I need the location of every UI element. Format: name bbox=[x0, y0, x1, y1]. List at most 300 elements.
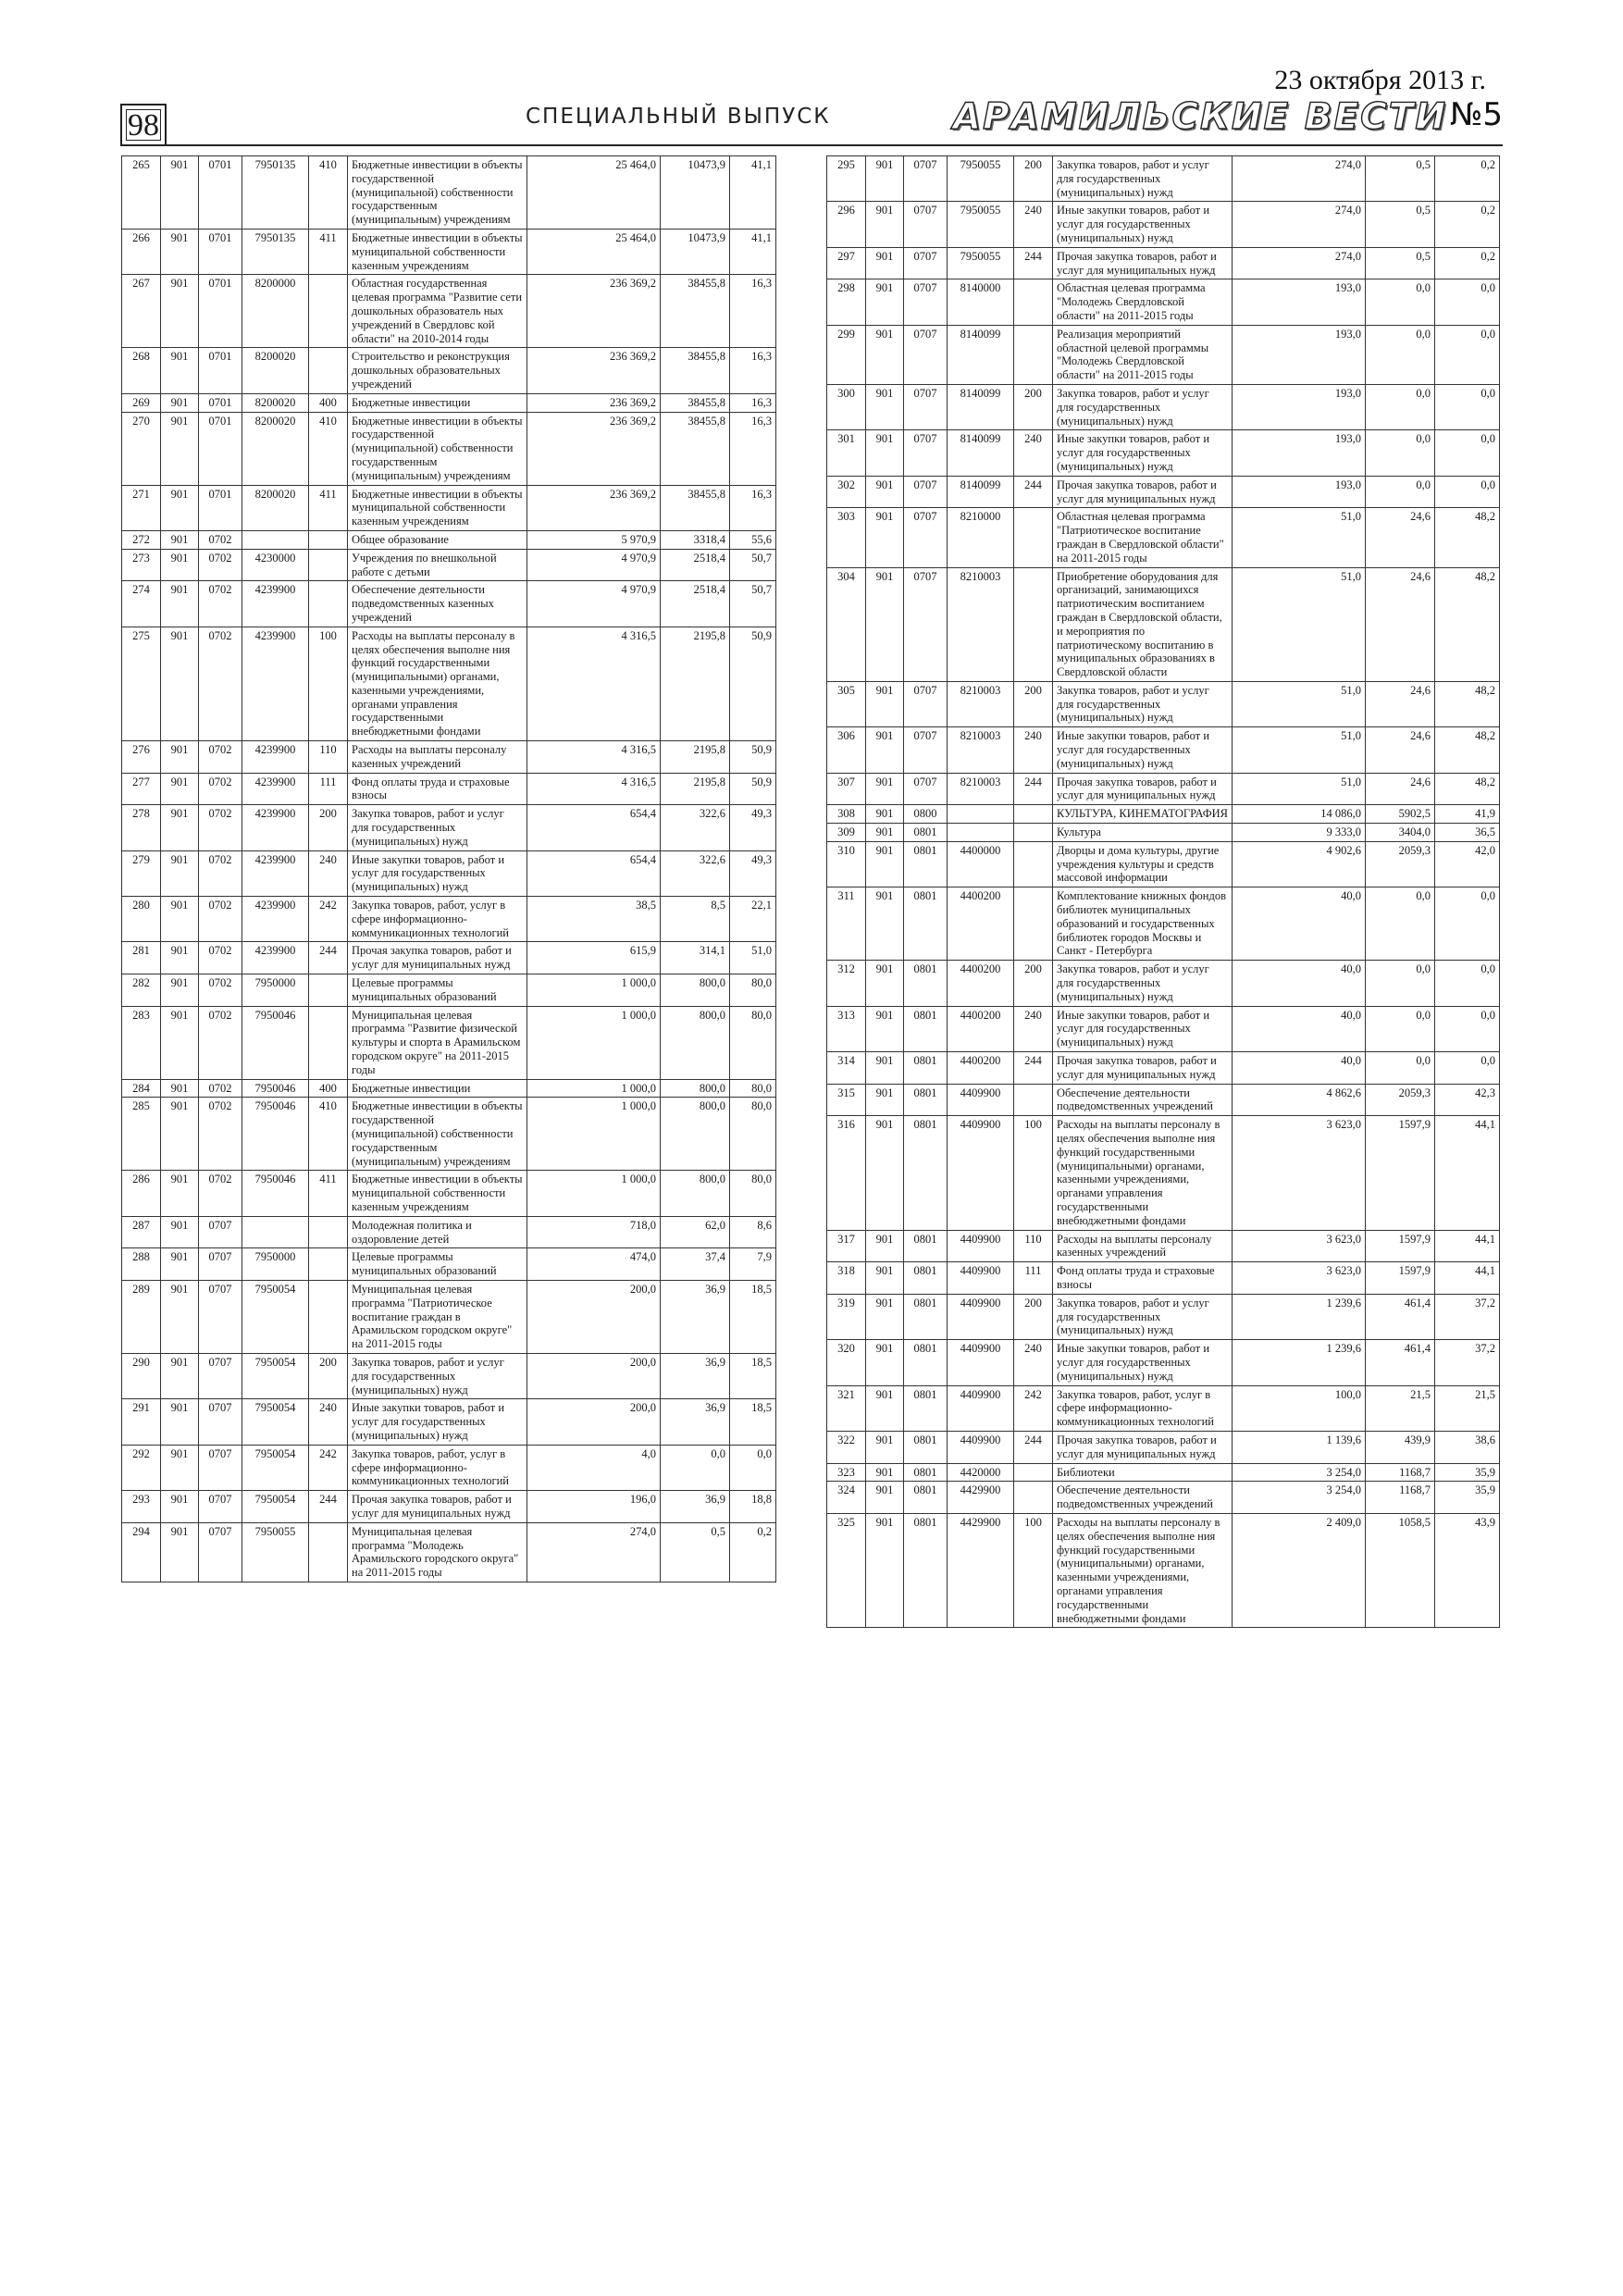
actual-amount-cell: 0,0 bbox=[1366, 887, 1435, 961]
target-article-code-cell: 4429900 bbox=[948, 1482, 1014, 1514]
target-article-code-cell: 4420000 bbox=[948, 1463, 1014, 1482]
target-article-code-cell: 4409900 bbox=[948, 1431, 1014, 1463]
planned-amount-cell: 51,0 bbox=[1233, 681, 1366, 726]
actual-amount-cell: 38455,8 bbox=[661, 275, 730, 348]
row-number-cell: 274 bbox=[122, 581, 161, 627]
section-code-cell: 0801 bbox=[904, 1262, 948, 1295]
expense-name-cell: Фонд оплаты труда и страховые взносы bbox=[348, 773, 527, 805]
actual-amount-cell: 10473,9 bbox=[661, 156, 730, 230]
expense-type-code-cell: 200 bbox=[1014, 1294, 1053, 1339]
actual-amount-cell: 800,0 bbox=[661, 1079, 730, 1098]
row-number-cell: 282 bbox=[122, 974, 161, 1007]
target-article-code-cell bbox=[242, 1216, 309, 1248]
expense-type-code-cell bbox=[309, 1248, 348, 1281]
planned-amount-cell: 236 369,2 bbox=[527, 412, 661, 485]
actual-amount-cell: 2059,3 bbox=[1366, 1084, 1435, 1116]
expense-name-cell: Бюджетные инвестиции в объекты государственной (муниципальной) собственности государственным (муниципальным) учреждениям bbox=[348, 1098, 527, 1171]
actual-amount-cell: 36,9 bbox=[661, 1399, 730, 1445]
expense-name-cell: Иные закупки товаров, работ и услуг для государственных (муниципальных) нужд bbox=[1053, 1340, 1233, 1385]
table-row bbox=[122, 1098, 776, 1171]
execution-percent-cell: 48,2 bbox=[1435, 773, 1500, 805]
planned-amount-cell: 615,9 bbox=[527, 942, 661, 974]
row-number-cell: 300 bbox=[827, 384, 866, 429]
section-code-cell: 0707 bbox=[199, 1353, 242, 1398]
expense-type-code-cell: 240 bbox=[309, 1399, 348, 1445]
section-code-cell: 0707 bbox=[904, 247, 948, 279]
table-row bbox=[122, 1491, 776, 1523]
expense-name-cell: Приобретение оборудования для организаций, занимающихся патриотическим воспитанием граждан в Свердловской области, и мероприятия по патриотическому воспитанию в муниципальных образованиях в Свердловской области bbox=[1053, 567, 1233, 681]
planned-amount-cell: 4 316,5 bbox=[527, 773, 661, 805]
actual-amount-cell: 0,0 bbox=[1366, 325, 1435, 384]
expense-name-cell: Бюджетные инвестиции в объекты государственной (муниципальной) собственности государственным (муниципальным) учреждениям bbox=[348, 156, 527, 230]
expense-type-code-cell bbox=[309, 974, 348, 1007]
expense-name-cell: Областная целевая программа "Молодежь Свердловской области" на 2011-2015 годы bbox=[1053, 279, 1233, 325]
expense-name-cell: Прочая закупка товаров, работ и услуг для муниципальных нужд bbox=[1053, 247, 1233, 279]
table-row bbox=[827, 773, 1500, 805]
expense-type-code-cell: 200 bbox=[309, 805, 348, 850]
expense-type-code-cell bbox=[1014, 887, 1053, 961]
expense-type-code-cell bbox=[1014, 1084, 1053, 1116]
table-row bbox=[827, 1116, 1500, 1230]
expense-name-cell: Расходы на выплаты персоналу казенных учреждений bbox=[348, 741, 527, 774]
execution-percent-cell: 50,9 bbox=[730, 773, 776, 805]
section-code-cell: 0707 bbox=[904, 430, 948, 476]
section-code-cell: 0707 bbox=[199, 1445, 242, 1490]
target-article-code-cell: 7950054 bbox=[242, 1280, 309, 1353]
section-code-cell: 0800 bbox=[904, 805, 948, 824]
actual-amount-cell: 800,0 bbox=[661, 1171, 730, 1216]
department-code-cell: 901 bbox=[866, 1262, 904, 1295]
department-code-cell: 901 bbox=[866, 567, 904, 681]
row-number-cell: 267 bbox=[122, 275, 161, 348]
row-number-cell: 269 bbox=[122, 393, 161, 412]
table-row bbox=[827, 824, 1500, 842]
row-number-cell: 308 bbox=[827, 805, 866, 824]
actual-amount-cell: 1597,9 bbox=[1366, 1116, 1435, 1230]
execution-percent-cell: 41,1 bbox=[730, 156, 776, 230]
target-article-code-cell: 4239900 bbox=[242, 773, 309, 805]
table-row bbox=[122, 1280, 776, 1353]
department-code-cell: 901 bbox=[866, 384, 904, 429]
expense-name-cell: КУЛЬТУРА, КИНЕМАТОГРАФИЯ bbox=[1053, 805, 1233, 824]
expense-name-cell: Областная целевая программа "Патриотическое воспитание граждан в Свердловской области" на 2011-2015 годы bbox=[1053, 508, 1233, 567]
execution-percent-cell: 16,3 bbox=[730, 348, 776, 393]
table-row bbox=[827, 1513, 1500, 1627]
department-code-cell: 901 bbox=[866, 1482, 904, 1514]
department-code-cell: 901 bbox=[866, 727, 904, 773]
execution-percent-cell: 0,0 bbox=[1435, 887, 1500, 961]
table-row bbox=[827, 202, 1500, 247]
section-code-cell: 0707 bbox=[199, 1522, 242, 1582]
planned-amount-cell: 51,0 bbox=[1233, 727, 1366, 773]
planned-amount-cell: 196,0 bbox=[527, 1491, 661, 1523]
target-article-code-cell: 4239900 bbox=[242, 805, 309, 850]
planned-amount-cell: 100,0 bbox=[1233, 1385, 1366, 1431]
department-code-cell: 901 bbox=[866, 841, 904, 887]
expense-name-cell: Прочая закупка товаров, работ и услуг для муниципальных нужд bbox=[1053, 773, 1233, 805]
table-row bbox=[827, 1431, 1500, 1463]
expense-name-cell: Прочая закупка товаров, работ и услуг для муниципальных нужд bbox=[1053, 1052, 1233, 1085]
target-article-code-cell: 8210000 bbox=[948, 508, 1014, 567]
expense-type-code-cell bbox=[309, 1006, 348, 1079]
actual-amount-cell: 1168,7 bbox=[1366, 1482, 1435, 1514]
department-code-cell: 901 bbox=[866, 773, 904, 805]
row-number-cell: 303 bbox=[827, 508, 866, 567]
planned-amount-cell: 1 000,0 bbox=[527, 1171, 661, 1216]
planned-amount-cell: 193,0 bbox=[1233, 325, 1366, 384]
row-number-cell: 320 bbox=[827, 1340, 866, 1385]
target-article-code-cell: 4409900 bbox=[948, 1230, 1014, 1262]
table-row bbox=[827, 961, 1500, 1006]
execution-percent-cell: 48,2 bbox=[1435, 508, 1500, 567]
section-code-cell: 0707 bbox=[904, 156, 948, 202]
actual-amount-cell: 439,9 bbox=[1366, 1431, 1435, 1463]
target-article-code-cell: 4400200 bbox=[948, 1052, 1014, 1085]
target-article-code-cell: 7950054 bbox=[242, 1399, 309, 1445]
target-article-code-cell: 7950000 bbox=[242, 974, 309, 1007]
expense-type-code-cell: 244 bbox=[309, 1491, 348, 1523]
actual-amount-cell: 0,5 bbox=[1366, 247, 1435, 279]
actual-amount-cell: 0,0 bbox=[661, 1445, 730, 1490]
actual-amount-cell: 0,0 bbox=[1366, 279, 1435, 325]
actual-amount-cell: 24,6 bbox=[1366, 567, 1435, 681]
section-code-cell: 0707 bbox=[904, 567, 948, 681]
planned-amount-cell: 51,0 bbox=[1233, 567, 1366, 681]
execution-percent-cell: 42,3 bbox=[1435, 1084, 1500, 1116]
department-code-cell: 901 bbox=[161, 549, 199, 581]
table-row bbox=[122, 850, 776, 896]
expense-type-code-cell bbox=[309, 1280, 348, 1353]
target-article-code-cell: 4409900 bbox=[948, 1385, 1014, 1431]
execution-percent-cell: 0,0 bbox=[1435, 1052, 1500, 1085]
execution-percent-cell: 16,3 bbox=[730, 485, 776, 530]
actual-amount-cell: 38455,8 bbox=[661, 412, 730, 485]
section-code-cell: 0707 bbox=[904, 202, 948, 247]
expense-name-cell: Целевые программы муниципальных образований bbox=[348, 974, 527, 1007]
actual-amount-cell: 62,0 bbox=[661, 1216, 730, 1248]
department-code-cell: 901 bbox=[866, 824, 904, 842]
department-code-cell: 901 bbox=[161, 530, 199, 549]
planned-amount-cell: 274,0 bbox=[1233, 156, 1366, 202]
section-code-cell: 0702 bbox=[199, 974, 242, 1007]
target-article-code-cell: 7950046 bbox=[242, 1079, 309, 1098]
expense-name-cell: Иные закупки товаров, работ и услуг для государственных (муниципальных) нужд bbox=[1053, 1006, 1233, 1051]
section-code-cell: 0701 bbox=[199, 229, 242, 274]
actual-amount-cell: 37,4 bbox=[661, 1248, 730, 1281]
row-number-cell: 296 bbox=[827, 202, 866, 247]
table-row bbox=[827, 325, 1500, 384]
actual-amount-cell: 36,9 bbox=[661, 1353, 730, 1398]
execution-percent-cell: 50,9 bbox=[730, 741, 776, 774]
table-row bbox=[827, 1230, 1500, 1262]
expense-name-cell: Иные закупки товаров, работ и услуг для государственных (муниципальных) нужд bbox=[348, 850, 527, 896]
row-number-cell: 278 bbox=[122, 805, 161, 850]
department-code-cell: 901 bbox=[866, 1294, 904, 1339]
actual-amount-cell: 24,6 bbox=[1366, 727, 1435, 773]
expense-name-cell: Библиотеки bbox=[1053, 1463, 1233, 1482]
row-number-cell: 292 bbox=[122, 1445, 161, 1490]
row-number-cell: 277 bbox=[122, 773, 161, 805]
execution-percent-cell: 0,2 bbox=[1435, 156, 1500, 202]
table-row bbox=[122, 530, 776, 549]
target-article-code-cell: 4409900 bbox=[948, 1084, 1014, 1116]
table-row bbox=[827, 430, 1500, 476]
table-row bbox=[122, 773, 776, 805]
expense-name-cell: Комплектование книжных фондов библиотек муниципальных образований и государственных библиотек городов Москвы и Санкт - Петербурга bbox=[1053, 887, 1233, 961]
actual-amount-cell: 38455,8 bbox=[661, 348, 730, 393]
row-number-cell: 313 bbox=[827, 1006, 866, 1051]
expense-type-code-cell: 400 bbox=[309, 1079, 348, 1098]
row-number-cell: 289 bbox=[122, 1280, 161, 1353]
section-code-cell: 0707 bbox=[199, 1399, 242, 1445]
department-code-cell: 901 bbox=[866, 202, 904, 247]
table-row bbox=[122, 275, 776, 348]
target-article-code-cell: 4239900 bbox=[242, 897, 309, 942]
execution-percent-cell: 0,2 bbox=[1435, 247, 1500, 279]
section-code-cell: 0707 bbox=[904, 727, 948, 773]
department-code-cell: 901 bbox=[866, 430, 904, 476]
actual-amount-cell: 0,5 bbox=[1366, 202, 1435, 247]
execution-percent-cell: 44,1 bbox=[1435, 1116, 1500, 1230]
section-code-cell: 0701 bbox=[199, 348, 242, 393]
department-code-cell: 901 bbox=[866, 1431, 904, 1463]
target-article-code-cell: 4429900 bbox=[948, 1513, 1014, 1627]
target-article-code-cell: 4400200 bbox=[948, 1006, 1014, 1051]
row-number-cell: 272 bbox=[122, 530, 161, 549]
expense-name-cell: Закупка товаров, работ и услуг для государственных (муниципальных) нужд bbox=[1053, 1294, 1233, 1339]
table-row bbox=[122, 393, 776, 412]
target-article-code-cell: 8210003 bbox=[948, 773, 1014, 805]
table-row bbox=[122, 1171, 776, 1216]
department-code-cell: 901 bbox=[161, 1280, 199, 1353]
execution-percent-cell: 48,2 bbox=[1435, 681, 1500, 726]
department-code-cell: 901 bbox=[866, 1052, 904, 1085]
table-row bbox=[122, 627, 776, 740]
actual-amount-cell: 322,6 bbox=[661, 805, 730, 850]
section-code-cell: 0702 bbox=[199, 530, 242, 549]
table-row bbox=[827, 156, 1500, 202]
table-row bbox=[122, 741, 776, 774]
actual-amount-cell: 0,0 bbox=[1366, 476, 1435, 508]
target-article-code-cell: 7950055 bbox=[948, 156, 1014, 202]
section-code-cell: 0801 bbox=[904, 961, 948, 1006]
target-article-code-cell: 7950046 bbox=[242, 1098, 309, 1171]
expense-type-code-cell: 242 bbox=[309, 897, 348, 942]
expense-type-code-cell bbox=[1014, 824, 1053, 842]
section-code-cell: 0707 bbox=[199, 1491, 242, 1523]
expense-type-code-cell: 244 bbox=[309, 942, 348, 974]
planned-amount-cell: 1 000,0 bbox=[527, 1079, 661, 1098]
table-row bbox=[827, 1340, 1500, 1385]
execution-percent-cell: 0,0 bbox=[1435, 961, 1500, 1006]
section-code-cell: 0801 bbox=[904, 824, 948, 842]
section-code-cell: 0801 bbox=[904, 1463, 948, 1482]
planned-amount-cell: 25 464,0 bbox=[527, 229, 661, 274]
planned-amount-cell: 193,0 bbox=[1233, 384, 1366, 429]
department-code-cell: 901 bbox=[866, 325, 904, 384]
expense-type-code-cell bbox=[1014, 325, 1053, 384]
execution-percent-cell: 44,1 bbox=[1435, 1262, 1500, 1295]
execution-percent-cell: 8,6 bbox=[730, 1216, 776, 1248]
target-article-code-cell: 7950055 bbox=[948, 247, 1014, 279]
expense-name-cell: Бюджетные инвестиции в объекты муниципальной собственности казенным учреждениям bbox=[348, 229, 527, 274]
expense-type-code-cell bbox=[1014, 508, 1053, 567]
expense-name-cell: Прочая закупка товаров, работ и услуг для муниципальных нужд bbox=[1053, 1431, 1233, 1463]
row-number-cell: 302 bbox=[827, 476, 866, 508]
actual-amount-cell: 38455,8 bbox=[661, 393, 730, 412]
target-article-code-cell: 8210003 bbox=[948, 727, 1014, 773]
target-article-code-cell: 7950054 bbox=[242, 1353, 309, 1398]
department-code-cell: 901 bbox=[161, 412, 199, 485]
actual-amount-cell: 0,0 bbox=[1366, 430, 1435, 476]
planned-amount-cell: 236 369,2 bbox=[527, 275, 661, 348]
row-number-cell: 281 bbox=[122, 942, 161, 974]
row-number-cell: 270 bbox=[122, 412, 161, 485]
target-article-code-cell: 4409900 bbox=[948, 1262, 1014, 1295]
row-number-cell: 319 bbox=[827, 1294, 866, 1339]
actual-amount-cell: 314,1 bbox=[661, 942, 730, 974]
table-row bbox=[122, 549, 776, 581]
expense-name-cell: Общее образование bbox=[348, 530, 527, 549]
section-code-cell: 0707 bbox=[199, 1248, 242, 1281]
expense-type-code-cell bbox=[1014, 841, 1053, 887]
row-number-cell: 287 bbox=[122, 1216, 161, 1248]
execution-percent-cell: 18,5 bbox=[730, 1280, 776, 1353]
department-code-cell: 901 bbox=[161, 1491, 199, 1523]
section-code-cell: 0701 bbox=[199, 393, 242, 412]
section-code-cell: 0702 bbox=[199, 942, 242, 974]
expense-name-cell: Расходы на выплаты персоналу казенных учреждений bbox=[1053, 1230, 1233, 1262]
expense-name-cell: Дворцы и дома культуры, другие учреждения культуры и средств массовой информации bbox=[1053, 841, 1233, 887]
execution-percent-cell: 55,6 bbox=[730, 530, 776, 549]
department-code-cell: 901 bbox=[161, 348, 199, 393]
table-row bbox=[827, 727, 1500, 773]
section-code-cell: 0701 bbox=[199, 485, 242, 530]
section-code-cell: 0707 bbox=[904, 773, 948, 805]
planned-amount-cell: 3 623,0 bbox=[1233, 1116, 1366, 1230]
department-code-cell: 901 bbox=[161, 974, 199, 1007]
planned-amount-cell: 193,0 bbox=[1233, 279, 1366, 325]
department-code-cell: 901 bbox=[161, 229, 199, 274]
section-code-cell: 0801 bbox=[904, 841, 948, 887]
expense-name-cell: Обеспечение деятельности подведомственных учреждений bbox=[1053, 1084, 1233, 1116]
actual-amount-cell: 0,0 bbox=[1366, 1006, 1435, 1051]
planned-amount-cell: 40,0 bbox=[1233, 961, 1366, 1006]
expense-name-cell: Расходы на выплаты персоналу в целях обеспечения выполне ния функций государственными (муниципальными) органами, казенными учреждениями, органами управления государственными внебюджетными фондами bbox=[1053, 1513, 1233, 1627]
section-code-cell: 0801 bbox=[904, 1482, 948, 1514]
expense-type-code-cell: 111 bbox=[1014, 1262, 1053, 1295]
section-code-cell: 0801 bbox=[904, 1385, 948, 1431]
execution-percent-cell: 16,3 bbox=[730, 393, 776, 412]
department-code-cell: 901 bbox=[866, 1385, 904, 1431]
actual-amount-cell: 1597,9 bbox=[1366, 1230, 1435, 1262]
section-code-cell: 0801 bbox=[904, 1230, 948, 1262]
execution-percent-cell: 0,2 bbox=[730, 1522, 776, 1582]
actual-amount-cell: 36,9 bbox=[661, 1491, 730, 1523]
department-code-cell: 901 bbox=[866, 887, 904, 961]
target-article-code-cell: 4400200 bbox=[948, 887, 1014, 961]
department-code-cell: 901 bbox=[161, 393, 199, 412]
expense-type-code-cell bbox=[1014, 1482, 1053, 1514]
row-number-cell: 284 bbox=[122, 1079, 161, 1098]
table-row bbox=[827, 1294, 1500, 1339]
table-row bbox=[827, 567, 1500, 681]
table-row bbox=[122, 805, 776, 850]
department-code-cell: 901 bbox=[161, 741, 199, 774]
table-row bbox=[122, 897, 776, 942]
department-code-cell: 901 bbox=[161, 581, 199, 627]
expense-type-code-cell: 240 bbox=[309, 850, 348, 896]
planned-amount-cell: 236 369,2 bbox=[527, 348, 661, 393]
expense-type-code-cell: 244 bbox=[1014, 247, 1053, 279]
planned-amount-cell: 14 086,0 bbox=[1233, 805, 1366, 824]
expense-type-code-cell: 410 bbox=[309, 156, 348, 230]
execution-percent-cell: 43,9 bbox=[1435, 1513, 1500, 1627]
expense-name-cell: Закупка товаров, работ, услуг в сфере информационно-коммуникационных технологий bbox=[348, 897, 527, 942]
section-code-cell: 0801 bbox=[904, 1431, 948, 1463]
row-number-cell: 306 bbox=[827, 727, 866, 773]
section-code-cell: 0702 bbox=[199, 1171, 242, 1216]
expense-name-cell: Строительство и реконструкция дошкольных образовательных учреждений bbox=[348, 348, 527, 393]
department-code-cell: 901 bbox=[866, 1463, 904, 1482]
target-article-code-cell bbox=[948, 824, 1014, 842]
target-article-code-cell: 7950055 bbox=[242, 1522, 309, 1582]
execution-percent-cell: 18,5 bbox=[730, 1399, 776, 1445]
section-code-cell: 0702 bbox=[199, 805, 242, 850]
execution-percent-cell: 80,0 bbox=[730, 1006, 776, 1079]
target-article-code-cell: 7950135 bbox=[242, 156, 309, 230]
execution-percent-cell: 0,0 bbox=[1435, 476, 1500, 508]
execution-percent-cell: 18,8 bbox=[730, 1491, 776, 1523]
expense-type-code-cell: 411 bbox=[309, 229, 348, 274]
execution-percent-cell: 37,2 bbox=[1435, 1340, 1500, 1385]
table-row bbox=[827, 681, 1500, 726]
actual-amount-cell: 1168,7 bbox=[1366, 1463, 1435, 1482]
expense-name-cell: Реализация мероприятий областной целевой программы "Молодежь Свердловской области" на 2011-2015 годы bbox=[1053, 325, 1233, 384]
expense-type-code-cell: 240 bbox=[1014, 202, 1053, 247]
execution-percent-cell: 7,9 bbox=[730, 1248, 776, 1281]
target-article-code-cell: 8200020 bbox=[242, 485, 309, 530]
newspaper-masthead: АРАМИЛЬСКИЕ ВЕСТИ bbox=[952, 96, 1447, 138]
expense-name-cell: Закупка товаров, работ и услуг для государственных (муниципальных) нужд bbox=[1053, 384, 1233, 429]
actual-amount-cell: 38455,8 bbox=[661, 485, 730, 530]
department-code-cell: 901 bbox=[866, 508, 904, 567]
budget-table-right bbox=[826, 155, 1500, 1628]
table-row bbox=[122, 1216, 776, 1248]
expense-name-cell: Целевые программы муниципальных образований bbox=[348, 1248, 527, 1281]
target-article-code-cell: 4239900 bbox=[242, 942, 309, 974]
planned-amount-cell: 1 000,0 bbox=[527, 1098, 661, 1171]
department-code-cell: 901 bbox=[866, 1084, 904, 1116]
expense-type-code-cell: 411 bbox=[309, 485, 348, 530]
row-number-cell: 285 bbox=[122, 1098, 161, 1171]
planned-amount-cell: 474,0 bbox=[527, 1248, 661, 1281]
table-row bbox=[122, 1079, 776, 1098]
row-number-cell: 315 bbox=[827, 1084, 866, 1116]
planned-amount-cell: 40,0 bbox=[1233, 1006, 1366, 1051]
expense-name-cell: Молодежная политика и оздоровление детей bbox=[348, 1216, 527, 1248]
row-number-cell: 280 bbox=[122, 897, 161, 942]
budget-table-left bbox=[121, 155, 776, 1582]
execution-percent-cell: 36,5 bbox=[1435, 824, 1500, 842]
planned-amount-cell: 3 623,0 bbox=[1233, 1230, 1366, 1262]
expense-name-cell: Иные закупки товаров, работ и услуг для государственных (муниципальных) нужд bbox=[348, 1399, 527, 1445]
table-row bbox=[827, 887, 1500, 961]
actual-amount-cell: 21,5 bbox=[1366, 1385, 1435, 1431]
expense-name-cell: Муниципальная целевая программа "Развитие физической культуры и спорта в Арамильском городском округе" на 2011-2015 годы bbox=[348, 1006, 527, 1079]
expense-type-code-cell bbox=[1014, 279, 1053, 325]
actual-amount-cell: 3404,0 bbox=[1366, 824, 1435, 842]
